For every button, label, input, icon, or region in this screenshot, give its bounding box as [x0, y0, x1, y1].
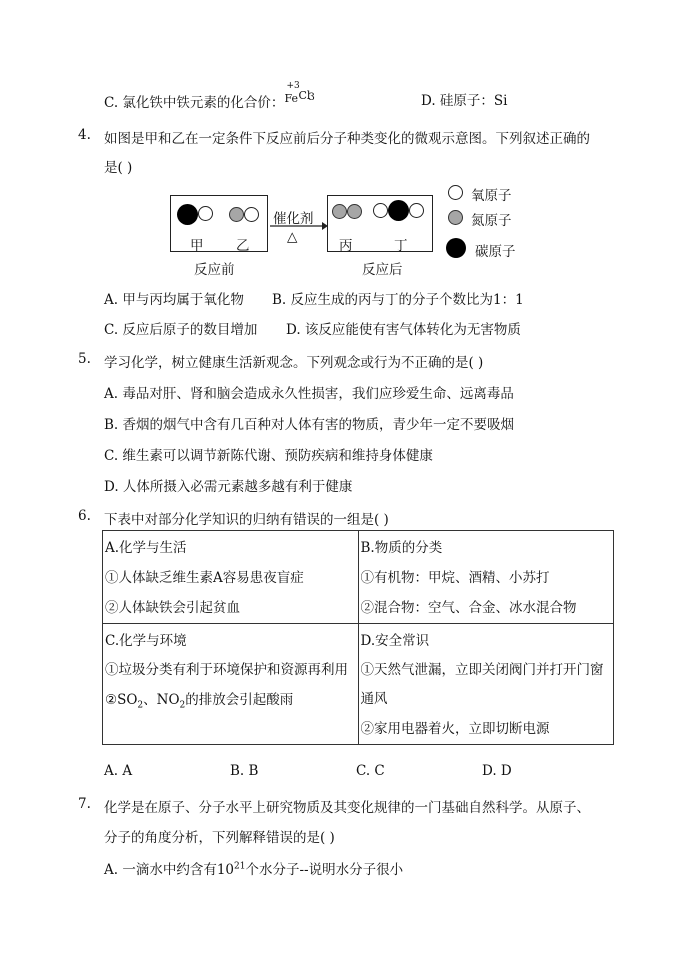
question-number: 7.	[78, 796, 91, 812]
option-c-q3	[104, 81, 316, 111]
carbon-atom	[388, 200, 409, 221]
legend-carbon-label: 碳原子	[475, 244, 516, 260]
question-number: 6.	[78, 508, 91, 524]
formula-sub: 3	[308, 92, 315, 103]
cell-line: ①垃圾分类有利于环境保护和资源再利用	[105, 662, 348, 678]
option-c: C. 反应后原子的数目增加	[104, 322, 258, 338]
label-yi: 乙	[236, 238, 250, 254]
question-stem: 分子的角度分析，下列解释错误的是( )	[104, 830, 335, 846]
text-part: 、NO	[143, 692, 180, 708]
cell-line: ②人体缺铁会引起贫血	[105, 600, 240, 616]
option-a: A. 毒品对肝、肾和脑会造成永久性损害，我们应珍爱生命、远离毒品	[104, 386, 514, 402]
nitrogen-atom	[332, 204, 347, 219]
cell-line: ②家用电器着火，立即切断电源	[360, 721, 550, 737]
table-cell-b	[358, 531, 614, 624]
legend-oxygen-icon	[448, 185, 463, 200]
question-stem: 化学是在原子、分子水平上研究物质及其变化规律的一门基础自然科学。从原子、	[104, 800, 590, 816]
formula-cl: Cl	[298, 89, 311, 102]
cell-line: ①天然气泄漏，立即关闭阀门并打开门窗通风	[360, 662, 604, 707]
formula-fe: Fe	[284, 92, 298, 105]
text-part: 的排放会引起酸雨	[185, 692, 294, 708]
catalyst-label: 催化剂	[273, 211, 314, 227]
cell-line: ①人体缺乏维生素A容易患夜盲症	[105, 570, 304, 586]
oxygen-atom	[373, 203, 388, 218]
cell-line: ①有机物：甲烷、酒精、小苏打	[360, 570, 550, 586]
option-b: B. 香烟的烟气中含有几百种对人体有害的物质，青少年一定不要吸烟	[104, 417, 515, 433]
option-a: A. 甲与丙均属于氧化物	[104, 292, 244, 308]
oxygen-atom	[409, 203, 424, 218]
valence-sup: +3	[286, 81, 300, 91]
cell-title: D.安全常识	[360, 633, 430, 649]
table-row	[103, 624, 614, 745]
question-stem: 下表中对部分化学知识的归纳有错误的一组是( )	[104, 512, 389, 528]
cell-title: A.化学与生活	[105, 540, 187, 556]
heat-symbol: △	[287, 229, 298, 245]
text-part: 个水分子--说明水分子很小	[245, 862, 404, 878]
legend-nitrogen-icon	[448, 210, 463, 225]
text-part: A. 一滴水中约含有10	[104, 862, 235, 878]
cell-title: B.物质的分类	[360, 540, 443, 556]
question-number: 5.	[78, 351, 91, 367]
option-c: C. C	[356, 763, 385, 779]
option-d: D. 该反应能使有害气体转化为无害物质	[286, 322, 521, 338]
cell-title: C.化学与环境	[105, 633, 187, 649]
oxygen-atom	[198, 206, 213, 221]
legend-carbon-icon	[446, 238, 466, 258]
option-b: B. B	[230, 763, 259, 779]
carbon-atom	[177, 204, 198, 225]
question-number: 4.	[78, 127, 91, 143]
label-ding: 丁	[394, 238, 408, 254]
option-a: A. A	[104, 763, 133, 779]
product-box	[327, 195, 433, 252]
question-stem: 学习化学，树立健康生活新观念。下列观念或行为不正确的是( )	[104, 355, 484, 371]
nitrogen-atom	[347, 204, 362, 219]
table-cell-c	[103, 624, 359, 745]
knowledge-table	[102, 530, 614, 745]
option-d: D. D	[482, 763, 512, 779]
option-text: C. 氯化铁中铁元素的化合价：	[104, 95, 285, 111]
reactant-box	[170, 195, 268, 252]
option-d-q3: D. 硅原子：Si	[421, 93, 508, 109]
question-stem: 是( )	[104, 160, 133, 176]
table-row	[103, 531, 614, 624]
label-bing: 丙	[339, 238, 353, 254]
formula-fecl3	[284, 81, 316, 107]
label-before-reaction: 反应前	[194, 262, 235, 278]
option-c: C. 维生素可以调节新陈代谢、预防疾病和维持身体健康	[104, 448, 433, 464]
option-a	[104, 858, 403, 878]
label-jia: 甲	[190, 238, 204, 254]
subscript: 2	[137, 700, 144, 711]
legend-nitrogen-label: 氮原子	[471, 213, 512, 229]
label-after-reaction: 反应后	[362, 262, 403, 278]
subscript: 2	[179, 700, 186, 711]
table-cell-d	[358, 624, 614, 745]
cell-line: ②混合物：空气、合金、冰水混合物	[360, 600, 577, 616]
legend-oxygen-label: 氧原子	[471, 188, 512, 204]
option-b: B. 反应生成的丙与丁的分子个数比为1：1	[272, 292, 524, 308]
option-d: D. 人体所摄入必需元素越多越有利于健康	[104, 479, 353, 495]
question-stem: 如图是甲和乙在一定条件下反应前后分子种类变化的微观示意图。下列叙述正确的	[104, 131, 590, 147]
oxygen-atom	[244, 207, 259, 222]
reaction-arrow-icon	[270, 221, 328, 231]
cell-line	[105, 685, 354, 715]
superscript: 21	[234, 861, 246, 872]
nitrogen-atom	[229, 207, 244, 222]
text-part: ②SO	[105, 692, 138, 708]
table-cell-a	[103, 531, 359, 624]
